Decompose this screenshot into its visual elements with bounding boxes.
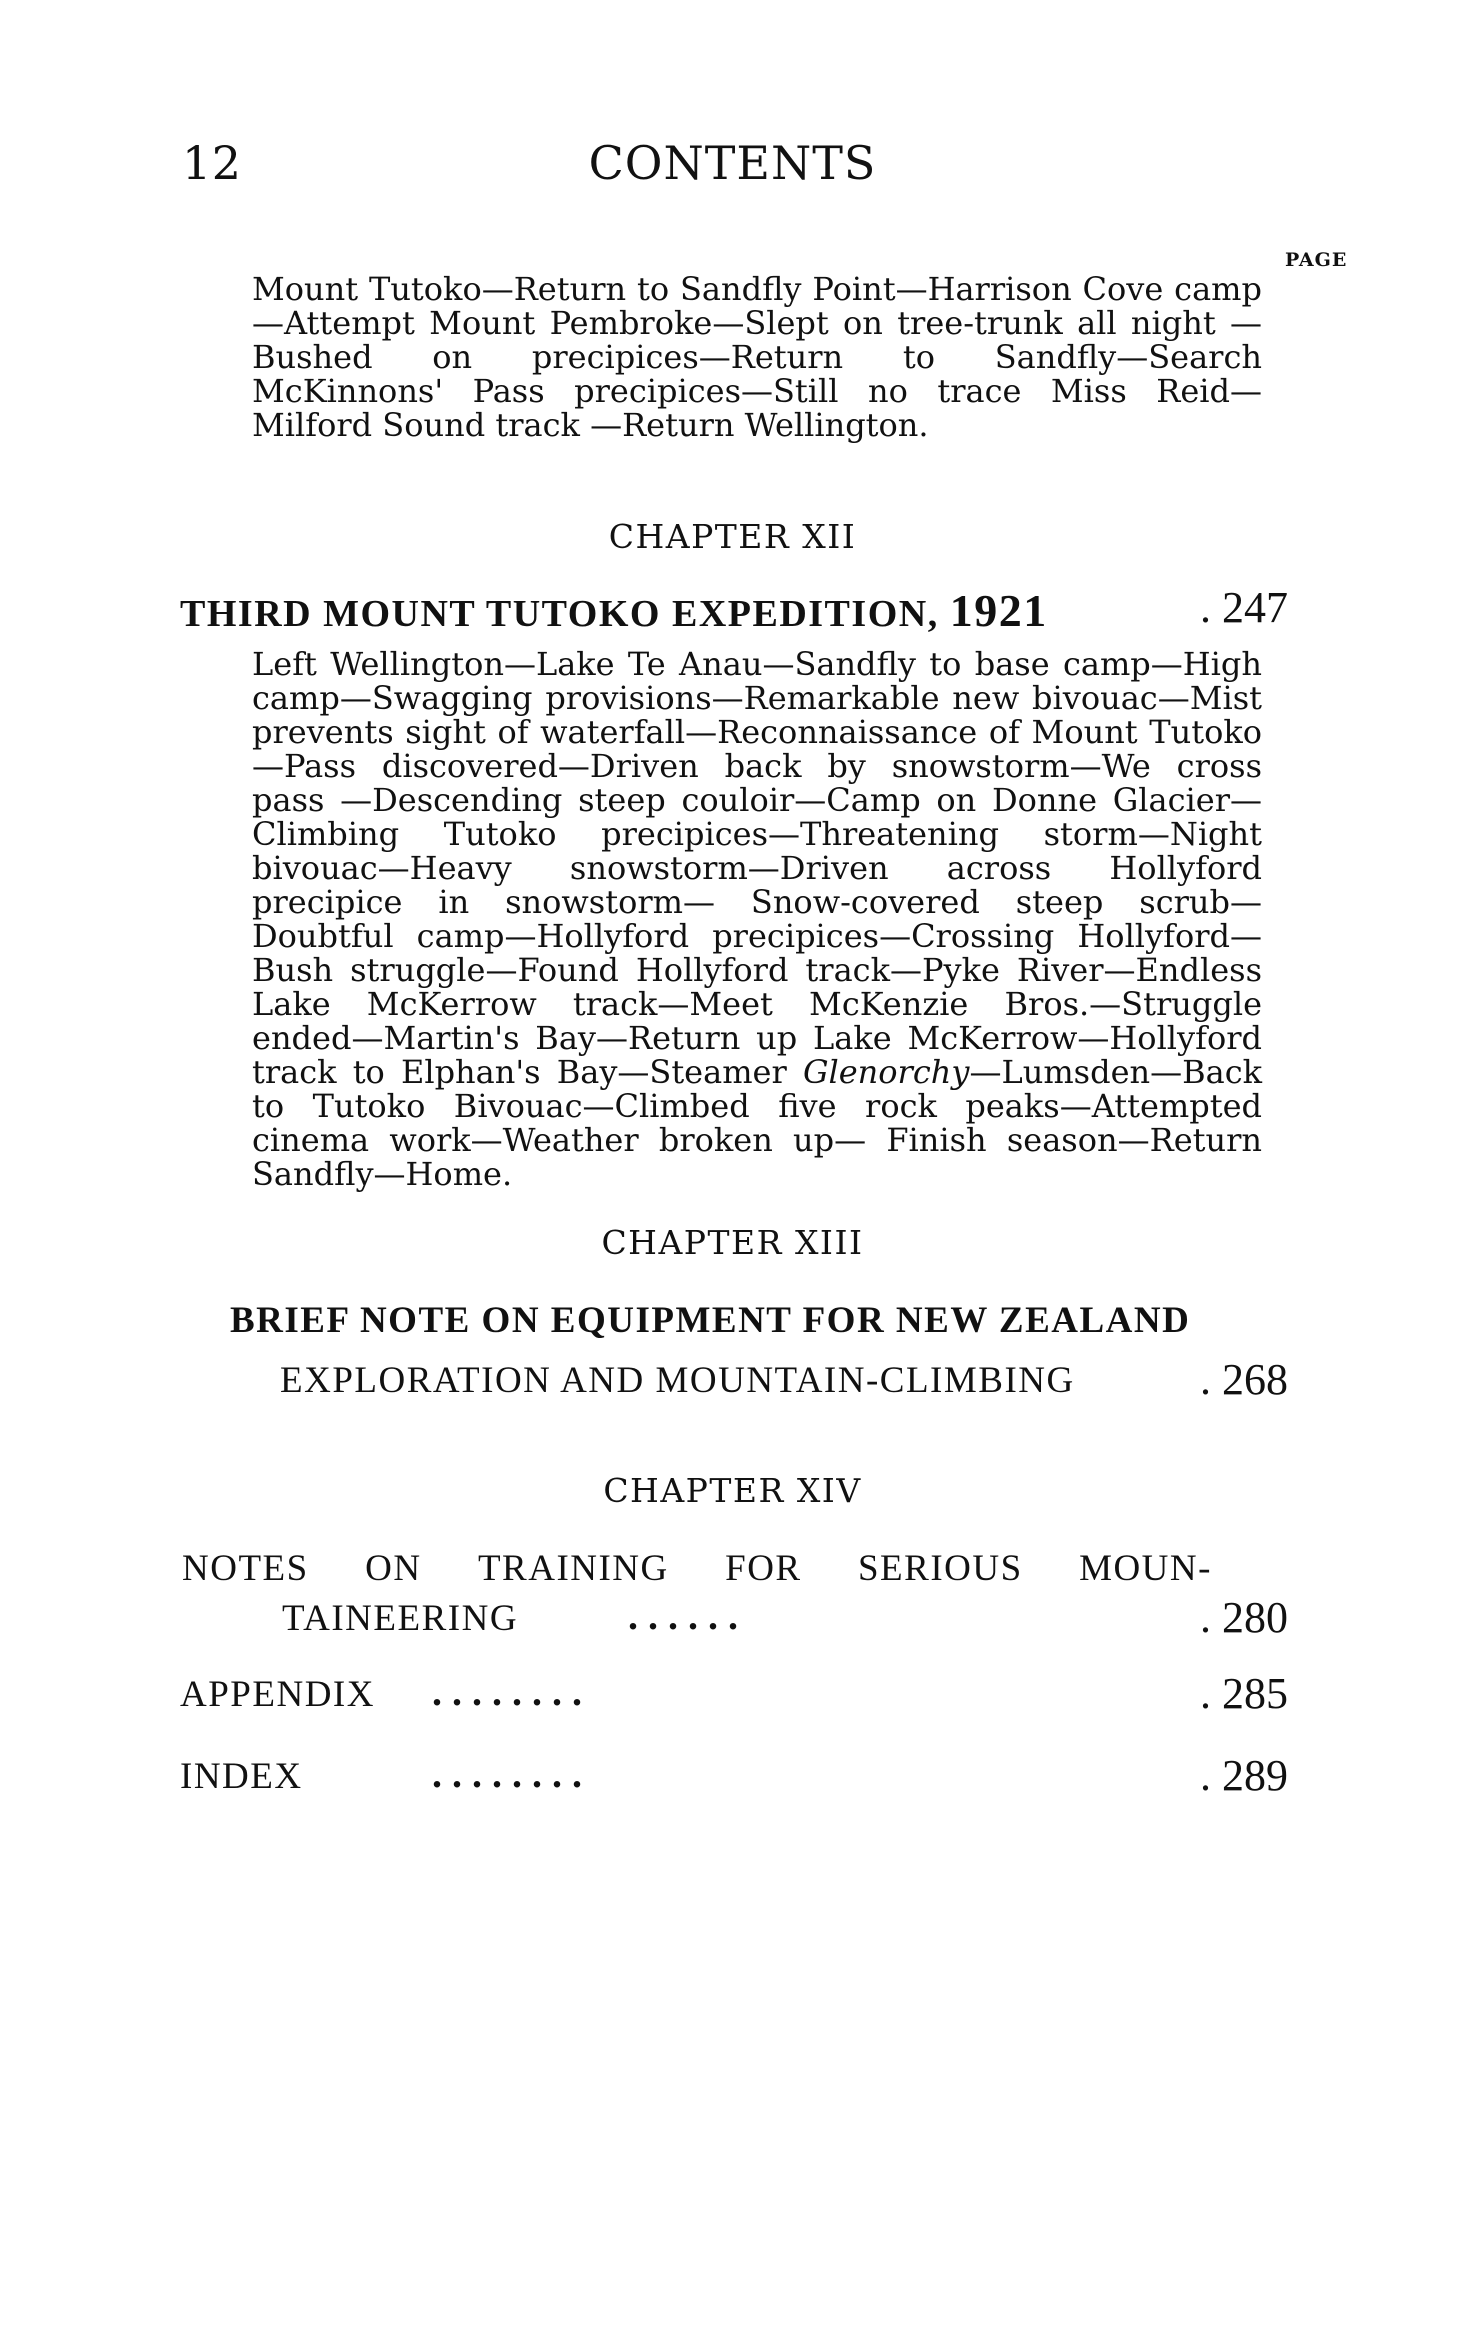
index-title: INDEX [180, 1756, 303, 1797]
index-page-number: . 289 [1200, 1751, 1288, 1800]
chapter-11-summary: Mount Tutoko—Return to Sandfly Point—Harrison Cove camp—Attempt Mount Pembroke—Slept on tree-trunk all night —Bushed on precipices—Return to Sandfly—Search McKinnons' Pass precipices—Still no trace Miss Reid—Milford Sound track —Return Wellington. [252, 270, 1262, 444]
chapter-14-title-word: TRAINING [477, 1548, 669, 1589]
running-head: CONTENTS [588, 136, 877, 190]
appendix-dot-leader: . . . . . . . . [432, 1669, 582, 1714]
index-dot-leader: . . . . . . . . [432, 1751, 582, 1796]
chapter-14-title-word: ON [365, 1548, 422, 1589]
chapter-13-title-line-1: BRIEF NOTE ON EQUIPMENT FOR NEW ZEALAND [230, 1300, 1191, 1341]
chapter-12-page-number: . 247 [1200, 583, 1288, 632]
chapter-12-heading: CHAPTER XII [608, 517, 857, 556]
page-column-label: PAGE [1285, 249, 1348, 271]
chapter-12-summary-part-b: —Lumsden—Back to Tutoko Bivouac—Climbed five rock peaks—Attempted cinema work—Weather broken up— Finish season—Return Sandfly—Home. [252, 1053, 1263, 1193]
chapter-14-heading: CHAPTER XIV [603, 1471, 862, 1510]
chapter-14-title-word: FOR [725, 1548, 802, 1589]
chapter-12-title-text: THIRD MOUNT TUTOKO EXPEDITION, [180, 593, 939, 635]
chapter-14-title-word: MOUN- [1079, 1548, 1212, 1589]
chapter-14-page-number: . 280 [1200, 1593, 1288, 1642]
chapter-14-title-line-1 [182, 1550, 1212, 1587]
chapter-13-heading: CHAPTER XIII [601, 1223, 864, 1262]
chapter-14-title-line-2: TAINEERING [282, 1598, 519, 1639]
chapter-12-title [180, 585, 1048, 636]
chapter-12-year: 1921 [949, 585, 1048, 636]
chapter-14-title-word: NOTES [182, 1548, 309, 1589]
chapter-14-title-word: SERIOUS [857, 1548, 1023, 1589]
appendix-title: APPENDIX [180, 1674, 375, 1715]
page-number: 12 [182, 136, 242, 190]
chapter-13-page-number: . 268 [1200, 1355, 1288, 1404]
chapter-12-summary-part-a: Left Wellington—Lake Te Anau—Sandfly to base camp—High camp—Swagging provisions—Remarkable new bivouac—Mist prevents sight of waterfall—Reconnaissance of Mount Tutoko —Pass discovered—Driven back by snowstorm—We cross pass —Descending steep couloir—Camp on Donne Glacier—Climbing Tutoko precipices—Threatening storm—Night bivouac—Heavy snowstorm—Driven across Hollyford precipice in snowstorm— Snow-covered steep scrub—Doubtful camp—Hollyford precipices—Crossing Hollyford—Bush struggle—Found Hollyford track—Pyke River—Endless Lake McKerrow track—Meet McKenzie Bros.—Struggle ended—Martin's Bay—Return up Lake McKerrow—Hollyford track to Elphan's Bay—Steamer [252, 645, 1262, 1091]
appendix-page-number: . 285 [1200, 1669, 1288, 1718]
chapter-13-title-line-2: EXPLORATION AND MOUNTAIN-CLIMBING [280, 1360, 1075, 1401]
chapter-14-dot-leader: . . . . . . [628, 1593, 738, 1638]
chapter-12-summary-italic: Glenorchy [802, 1053, 970, 1091]
chapter-12-summary [252, 647, 1262, 1191]
